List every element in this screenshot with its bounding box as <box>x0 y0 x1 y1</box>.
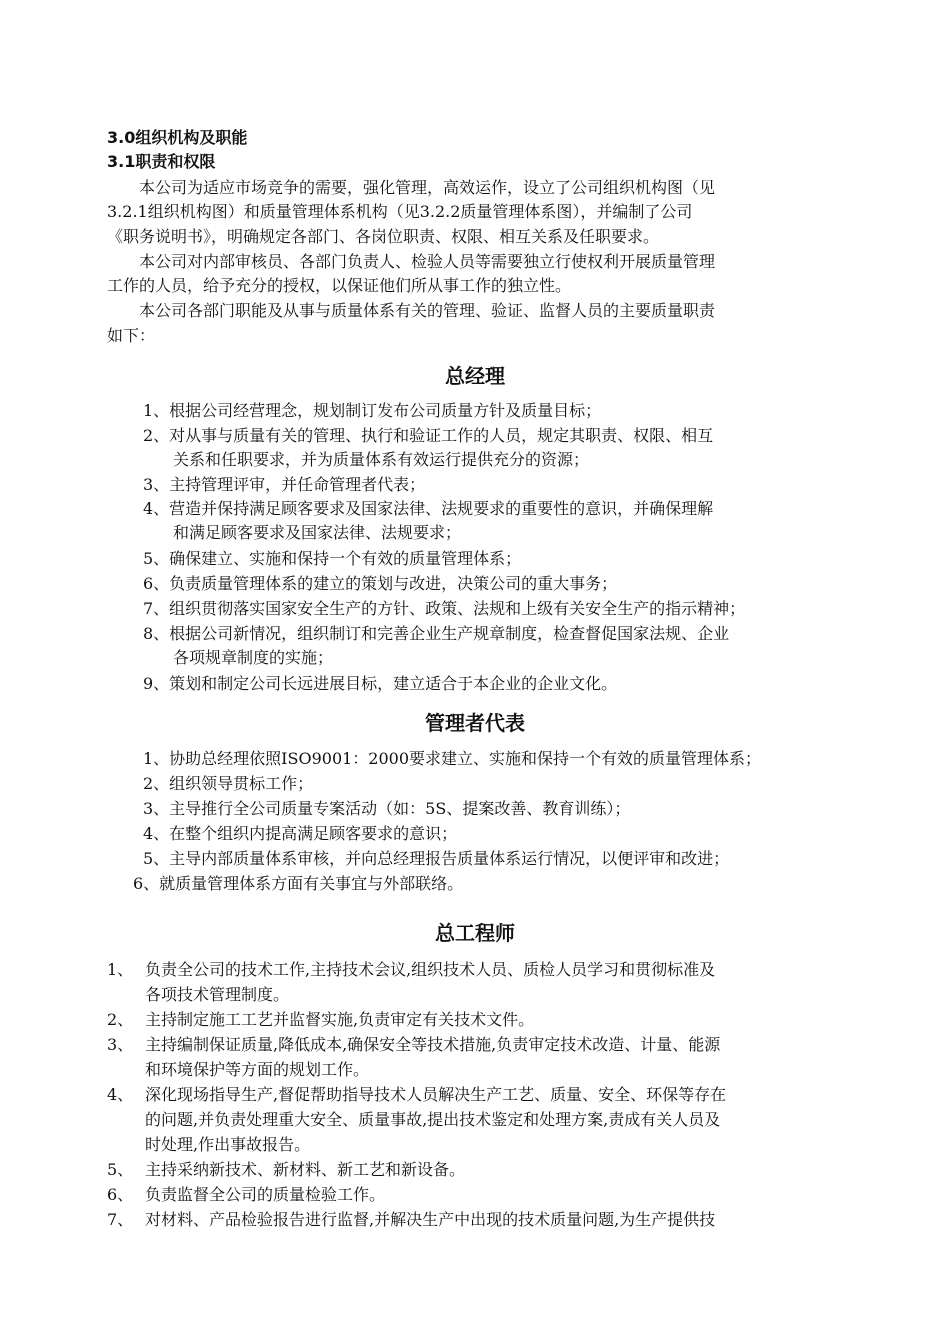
gm-duty-line: 关系和任职要求，并为质量体系有效运行提供充分的资源； <box>173 450 590 469</box>
gm-duty-line: 2、对从事与质量有关的管理、执行和验证工作的人员，规定其职责、权限、相互 <box>143 426 714 445</box>
gm-duty-line: 和满足顾客要求及国家法律、法规要求； <box>173 523 462 542</box>
mr-duty-line: 5、主导内部质量体系审核，并向总经理报告质量体系运行情况，以便评审和改进； <box>143 849 730 868</box>
intro-line: 本公司对内部审核员、各部门负责人、检验人员等需要独立行使权利开展质量管理 <box>139 252 716 271</box>
ce-item-number: 2、 <box>107 1010 134 1029</box>
ce-item-number: 3、 <box>107 1035 134 1054</box>
ce-duty-line: 主持编制保证质量,降低成本,确保安全等技术措施,负责审定技术改造、计量、能源 <box>145 1035 721 1054</box>
ce-duty-line: 和环境保护等方面的规划工作。 <box>145 1060 370 1079</box>
ce-item-number: 7、 <box>107 1210 134 1229</box>
gm-duty-line: 4、营造并保持满足顾客要求及国家法律、法规要求的重要性的意识，并确保理解 <box>143 499 714 518</box>
intro-line: 3.2.1组织机构图）和质量管理体系机构（见3.2.2质量管理体系图），并编制了公司 <box>107 202 693 221</box>
gm-duty-line: 各项规章制度的实施； <box>173 648 334 667</box>
gm-duty-line: 5、确保建立、实施和保持一个有效的质量管理体系； <box>143 549 522 568</box>
ce-item-number: 4、 <box>107 1085 134 1104</box>
mr-duty-line: 2、组织领导贯标工作； <box>143 774 314 793</box>
ce-duty-line: 时处理,作出事故报告。 <box>145 1135 311 1154</box>
gm-duty-line: 7、组织贯彻落实国家安全生产的方针、政策、法规和上级有关安全生产的指示精神； <box>143 599 746 618</box>
ce-duty-line: 主持采纳新技术、新材料、新工艺和新设备。 <box>145 1160 466 1179</box>
gm-duty-line: 3、主持管理评审，并任命管理者代表； <box>143 475 426 494</box>
intro-line: 如下： <box>107 326 156 345</box>
gm-duty-line: 9、策划和制定公司长远进展目标，建立适合于本企业的企业文化。 <box>143 674 618 693</box>
ce-item-number: 5、 <box>107 1160 134 1179</box>
ce-duty-line: 各项技术管理制度。 <box>145 985 290 1004</box>
intro-line: 工作的人员，给予充分的授权，以保证他们所从事工作的独立性。 <box>107 276 572 295</box>
ce-duty-line: 对材料、产品检验报告进行监督,并解决生产中出现的技术质量问题,为生产提供技 <box>145 1210 716 1229</box>
management-rep-title: 管理者代表 <box>425 711 525 735</box>
intro-line: 《职务说明书》，明确规定各部门、各岗位职责、权限、相互关系及任职要求。 <box>107 227 660 246</box>
mr-duty-line: 1、协助总经理依照ISO9001：2000要求建立、实施和保持一个有效的质量管理体系； <box>143 749 762 768</box>
chief-engineer-title: 总工程师 <box>435 921 515 945</box>
ce-duty-line: 深化现场指导生产,督促帮助指导技术人员解决生产工艺、质量、安全、环保等存在 <box>145 1085 727 1104</box>
mr-duty-line: 4、在整个组织内提高满足顾客要求的意识； <box>143 824 458 843</box>
general-manager-title: 总经理 <box>445 364 505 388</box>
gm-duty-line: 6、负责质量管理体系的建立的策划与改进，决策公司的重大事务； <box>143 574 618 593</box>
ce-item-number: 6、 <box>107 1185 134 1204</box>
ce-duty-line: 主持制定施工工艺并监督实施,负责审定有关技术文件。 <box>145 1010 535 1029</box>
section-heading: 3.0组织机构及职能 <box>107 128 248 147</box>
ce-duty-line: 负责全公司的技术工作,主持技术会议,组织技术人员、质检人员学习和贯彻标准及 <box>145 960 716 979</box>
gm-duty-line: 1、根据公司经营理念，规划制订发布公司质量方针及质量目标； <box>143 401 602 420</box>
mr-duty-line: 6、就质量管理体系方面有关事宜与外部联络。 <box>133 874 464 893</box>
gm-duty-line: 8、根据公司新情况，组织制订和完善企业生产规章制度，检查督促国家法规、企业 <box>143 624 730 643</box>
ce-duty-line: 的问题,并负责处理重大安全、质量事故,提出技术鉴定和处理方案,责成有关人员及 <box>145 1110 721 1129</box>
intro-line: 本公司为适应市场竞争的需要，强化管理，高效运作，设立了公司组织机构图（见 <box>139 178 716 197</box>
ce-duty-line: 负责监督全公司的质量检验工作。 <box>145 1185 386 1204</box>
subsection-heading: 3.1职责和权限 <box>107 152 216 171</box>
mr-duty-line: 3、主导推行全公司质量专案活动（如：5S、提案改善、教育训练）； <box>143 799 631 818</box>
ce-item-number: 1、 <box>107 960 134 979</box>
intro-line: 本公司各部门职能及从事与质量体系有关的管理、验证、监督人员的主要质量职责 <box>139 301 716 320</box>
